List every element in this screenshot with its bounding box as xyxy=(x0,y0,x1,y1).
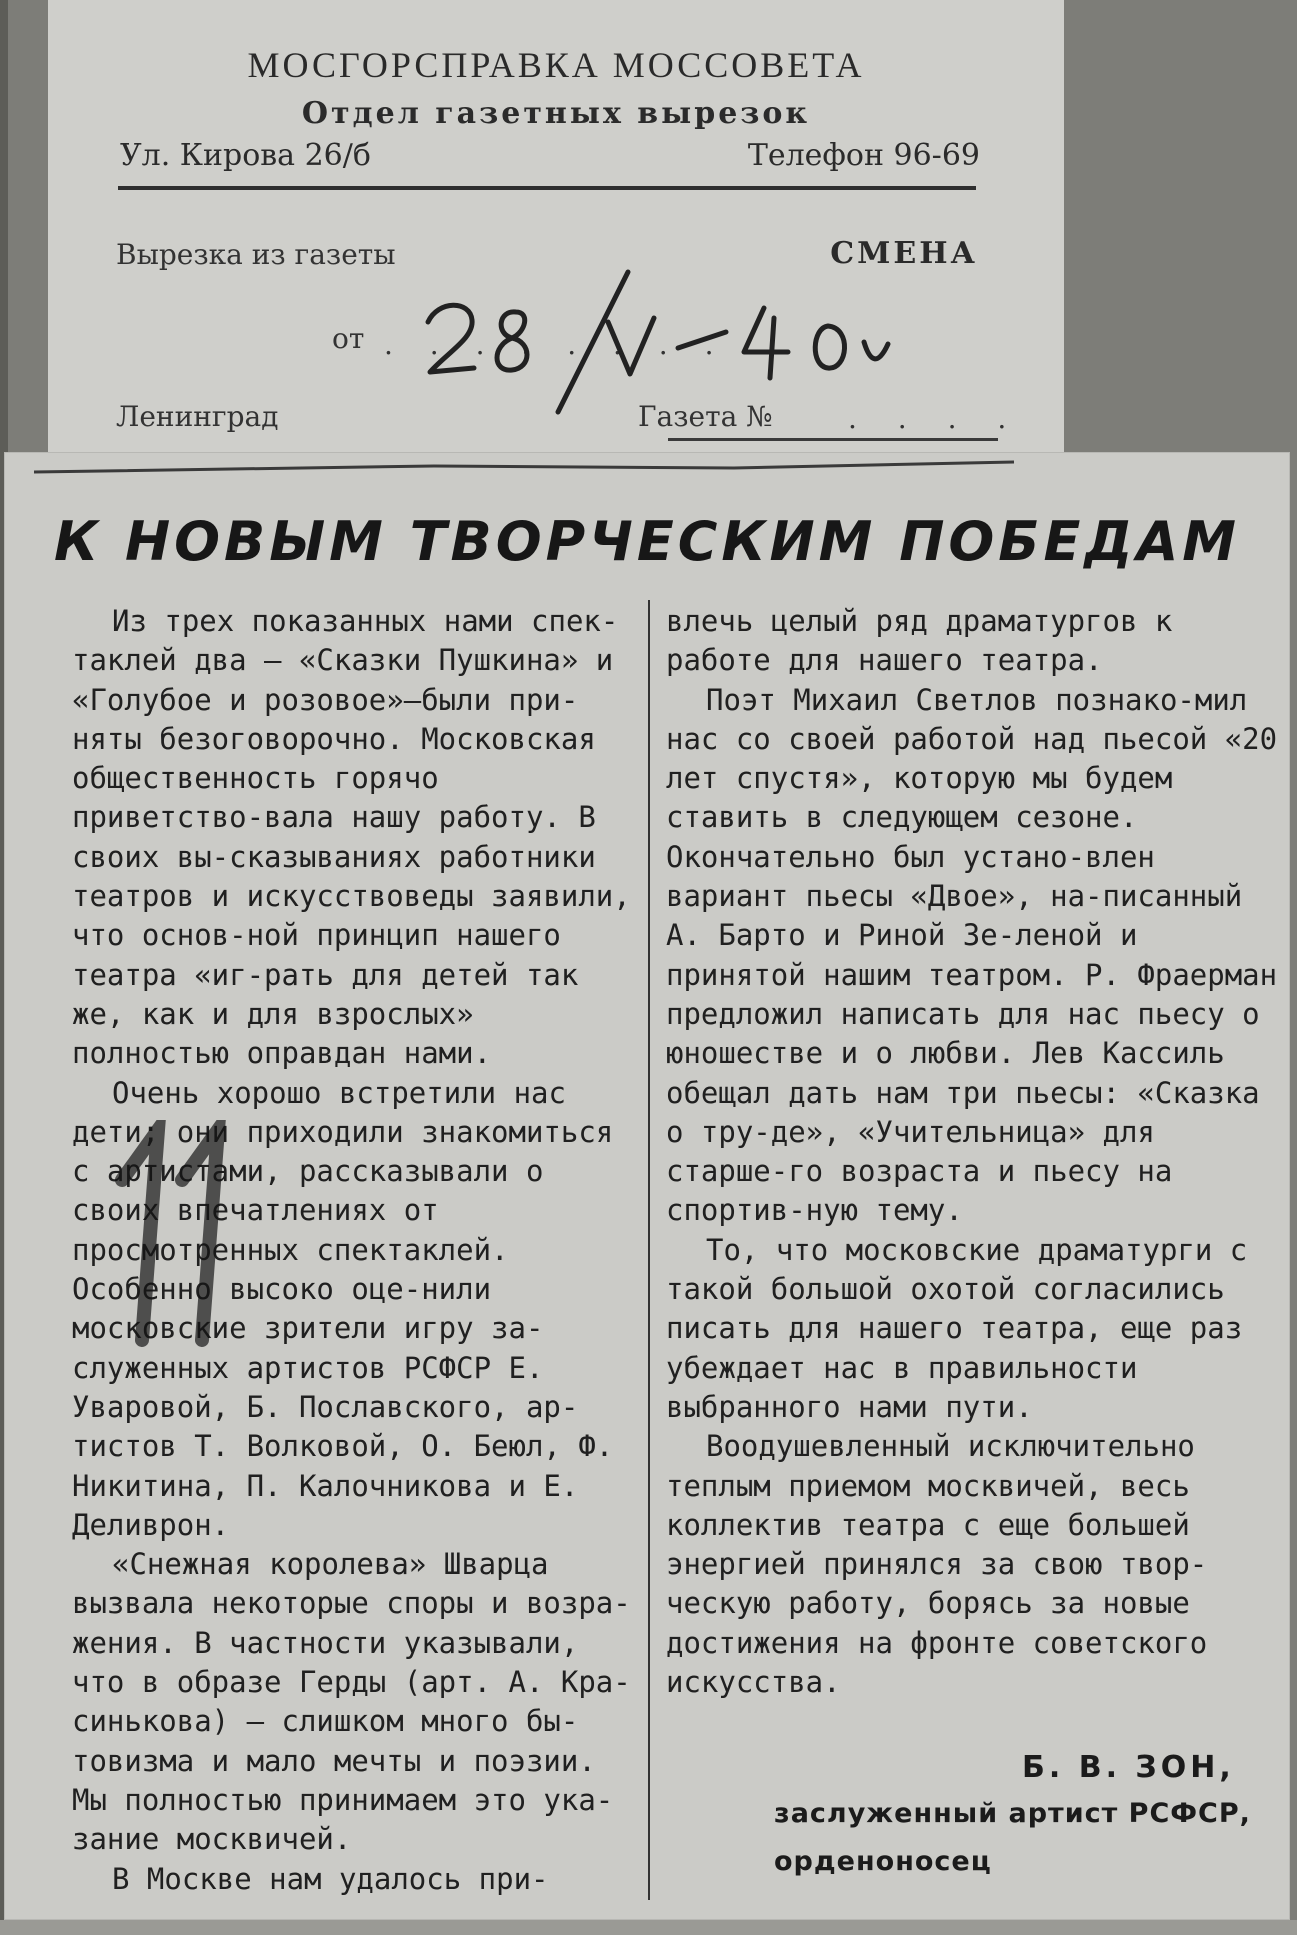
paragraph: Очень хорошо встретили нас дети; они приходили знакомиться с артистами, рассказывали о своих впечатлениях от просмотренных спектаклей. Особенно высоко оце-нили московские зрители игру за-служенных артистов РСФСР Е. Уваровой, Б. Пославского, ар-тистов Т. Волковой, О. Беюл, Ф. Никитина, П. Калочникова и Е. Деливрон. xyxy=(72,1075,614,1542)
paragraph: Воодушевленный исключительно теплым приемом москвичей, весь коллектив театра с еще большей энергией принялся за свою твор-ческую работу, борясь за новые достижения на фронте советского искусства. xyxy=(666,1429,1208,1700)
author-title: заслуженный артист РСФСР, xyxy=(774,1798,1251,1829)
handwritten-date xyxy=(408,282,1028,392)
city: Ленинград xyxy=(116,400,279,433)
date-dots: . . . . . . . . . xyxy=(384,328,774,361)
torn-edge-marks xyxy=(34,458,1184,482)
gazeta-number-dots: . . . . xyxy=(848,402,1023,435)
department-name: Отдел газетных вырезок xyxy=(301,96,811,131)
author-name: Б. В. ЗОН, xyxy=(1022,1750,1235,1785)
article-right-column xyxy=(666,602,1278,1702)
date-prefix: от xyxy=(332,322,365,355)
column-divider xyxy=(648,600,650,1900)
clipping-service-card xyxy=(48,0,1064,470)
gazeta-rule xyxy=(668,438,998,441)
paragraph: Поэт Михаил Светлов познако-мил нас со своей работой над пьесой «20 лет спустя», которую мы будем ставить в следующем сезоне. Окончательно был устано-влен вариант пьесы «Двое», на-писанный А. Барто и Риной Зе-леной и принятой нашим театром. Р. Фраерман предложил написать для нас пьесу о юношестве и о любви. Лев Кассиль обещал дать нам три пьесы: «Сказка о тру-де», «Учительница» для старше-го возраста и пьесу на спортив-ную тему. xyxy=(666,682,1278,1228)
article-headline: К НОВЫМ ТВОРЧЕСКИМ ПОБЕДАМ xyxy=(54,510,1240,573)
gazeta-number-label: Газета № xyxy=(638,400,773,433)
paragraph: «Снежная королева» Шварца вызвала некоторые споры и возра-жения. В частности указывали, что в образе Герды (арт. А. Кра-синькова) — слишком много бы-товизма и мало мечты и поэзии. Мы полностью принимаем это ука-зание москвичей. xyxy=(72,1547,631,1857)
handwritten-number-mark xyxy=(102,1120,242,1350)
cutting-label: Вырезка из газеты xyxy=(116,238,396,271)
paragraph: влечь целый ряд драматургов к работе для нашего театра. xyxy=(666,604,1173,678)
newspaper-name: СМЕНА xyxy=(830,236,978,271)
paragraph: То, что московские драматурги с такой большой охотой согласились писать для нашего театра, еще раз убеждает нас в правильности выбранного нами пути. xyxy=(666,1232,1248,1424)
paragraph: Из трех показанных нами спек-таклей два — «Сказки Пушкина» и «Голубое и розовое»—были при-няты безоговорочно. Московская общественность горячо приветство-вала нашу работу. В своих вы-сказываниях работники театров и искусствоведы заявили, что основ-ной принцип нашего театра «иг-рать для детей так же, как и для взрослых» полностью оправдан нами. xyxy=(72,604,631,1071)
org-name: МОСГОРСПРАВКА МОССОВЕТА xyxy=(247,45,865,85)
newspaper-clipping xyxy=(4,452,1290,1920)
address: Ул. Кирова 26/б xyxy=(120,138,371,173)
paragraph: В Москве нам удалось при- xyxy=(112,1861,549,1896)
header-rule xyxy=(118,186,976,190)
author-award: орденоносец xyxy=(774,1846,992,1877)
phone-number: Телефон 96-69 xyxy=(747,138,980,173)
bottom-edge xyxy=(0,1920,1297,1935)
